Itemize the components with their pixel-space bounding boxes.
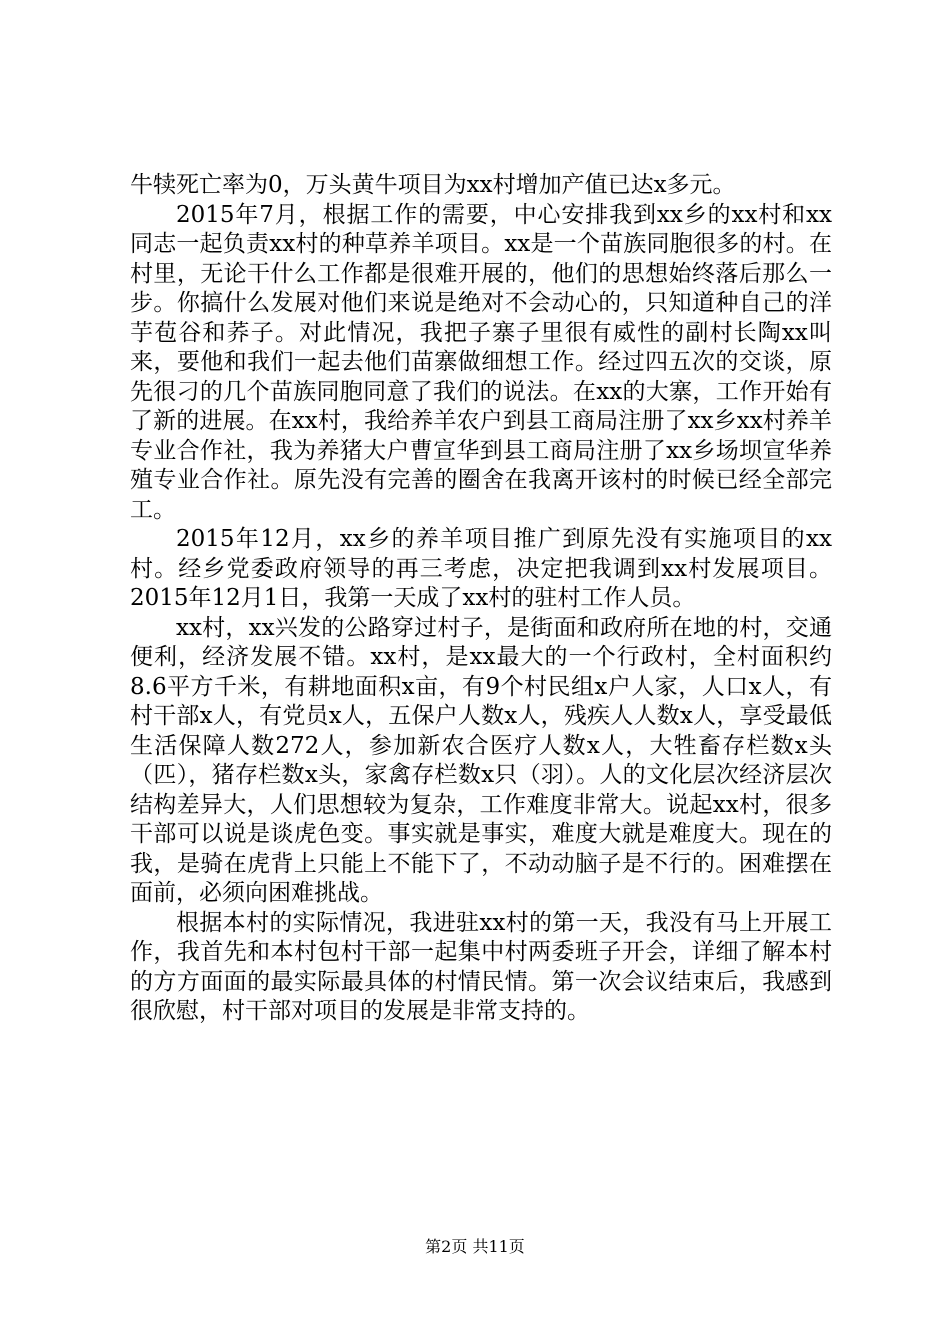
paragraph-2015-december: 2015年12月，xx乡的养羊项目推广到原先没有实施项目的xx村。经乡党委政府领导的再三考虑，决定把我调到xx村发展项目。2015年12月1日，我第一天成了xx村的驻村工作人员。 (130, 526, 832, 611)
paragraph-continuation: 牛犊死亡率为0，万头黄牛项目为xx村增加产值已达x多元。 (130, 172, 736, 198)
paragraph-village-overview: xx村，xx兴发的公路穿过村子，是街面和政府所在地的村，交通便利，经济发展不错。xx村，是xx最大的一个行政村，全村面积约8.6平方千米，有耕地面积x亩，有9个村民组x户人家，人口x人，有村干部x人，有党员x人，五保户人数x人，残疾人人数x人，享受最低生活保障人数272人，参加新农合医疗人数x人，大牲畜存栏数x头（匹），猪存栏数x头，家禽存栏数x只（羽）。人的文化层次经济层次结构差异大，人们思想较为复杂，工作难度非常大。说起xx村，很多干部可以说是谈虎色变。事实就是事实，难度大就是难度大。现在的我，是骑在虎背上只能上不能下了，不动动脑子是不行的。困难摆在面前，必须向困难挑战。 (130, 614, 832, 906)
document-body (130, 171, 832, 1027)
page-footer (0, 1237, 950, 1257)
page-number: 第2页 共11页 (425, 1237, 525, 1256)
paragraph-first-day: 根据本村的实际情况，我进驻xx村的第一天，我没有马上开展工作，我首先和本村包村干部一起集中村两委班子开会，详细了解本村的方方面面的最实际最具体的村情民情。第一次会议结束后，我感到很欣慰，村干部对项目的发展是非常支持的。 (130, 909, 832, 1024)
paragraph-2015-july: 2015年7月，根据工作的需要，中心安排我到xx乡的xx村和xx同志一起负责xx村的种草养羊项目。xx是一个苗族同胞很多的村。在村里，无论干什么工作都是很难开展的，他们的思想始终落后那么一步。你搞什么发展对他们来说是绝对不会动心的，只知道种自己的洋芋苞谷和荞子。对此情况，我把子寨子里很有威性的副村长陶xx叫来，要他和我们一起去他们苗寨做细想工作。经过四五次的交谈，原先很刁的几个苗族同胞同意了我们的说法。在xx的大寨，工作开始有了新的进展。在xx村，我给养羊农户到县工商局注册了xx乡xx村养羊专业合作社，我为养猪大户曹宣华到县工商局注册了xx乡场坝宣华养殖专业合作社。原先没有完善的圈舍在我离开该村的时候已经全部完工。 (130, 201, 832, 523)
